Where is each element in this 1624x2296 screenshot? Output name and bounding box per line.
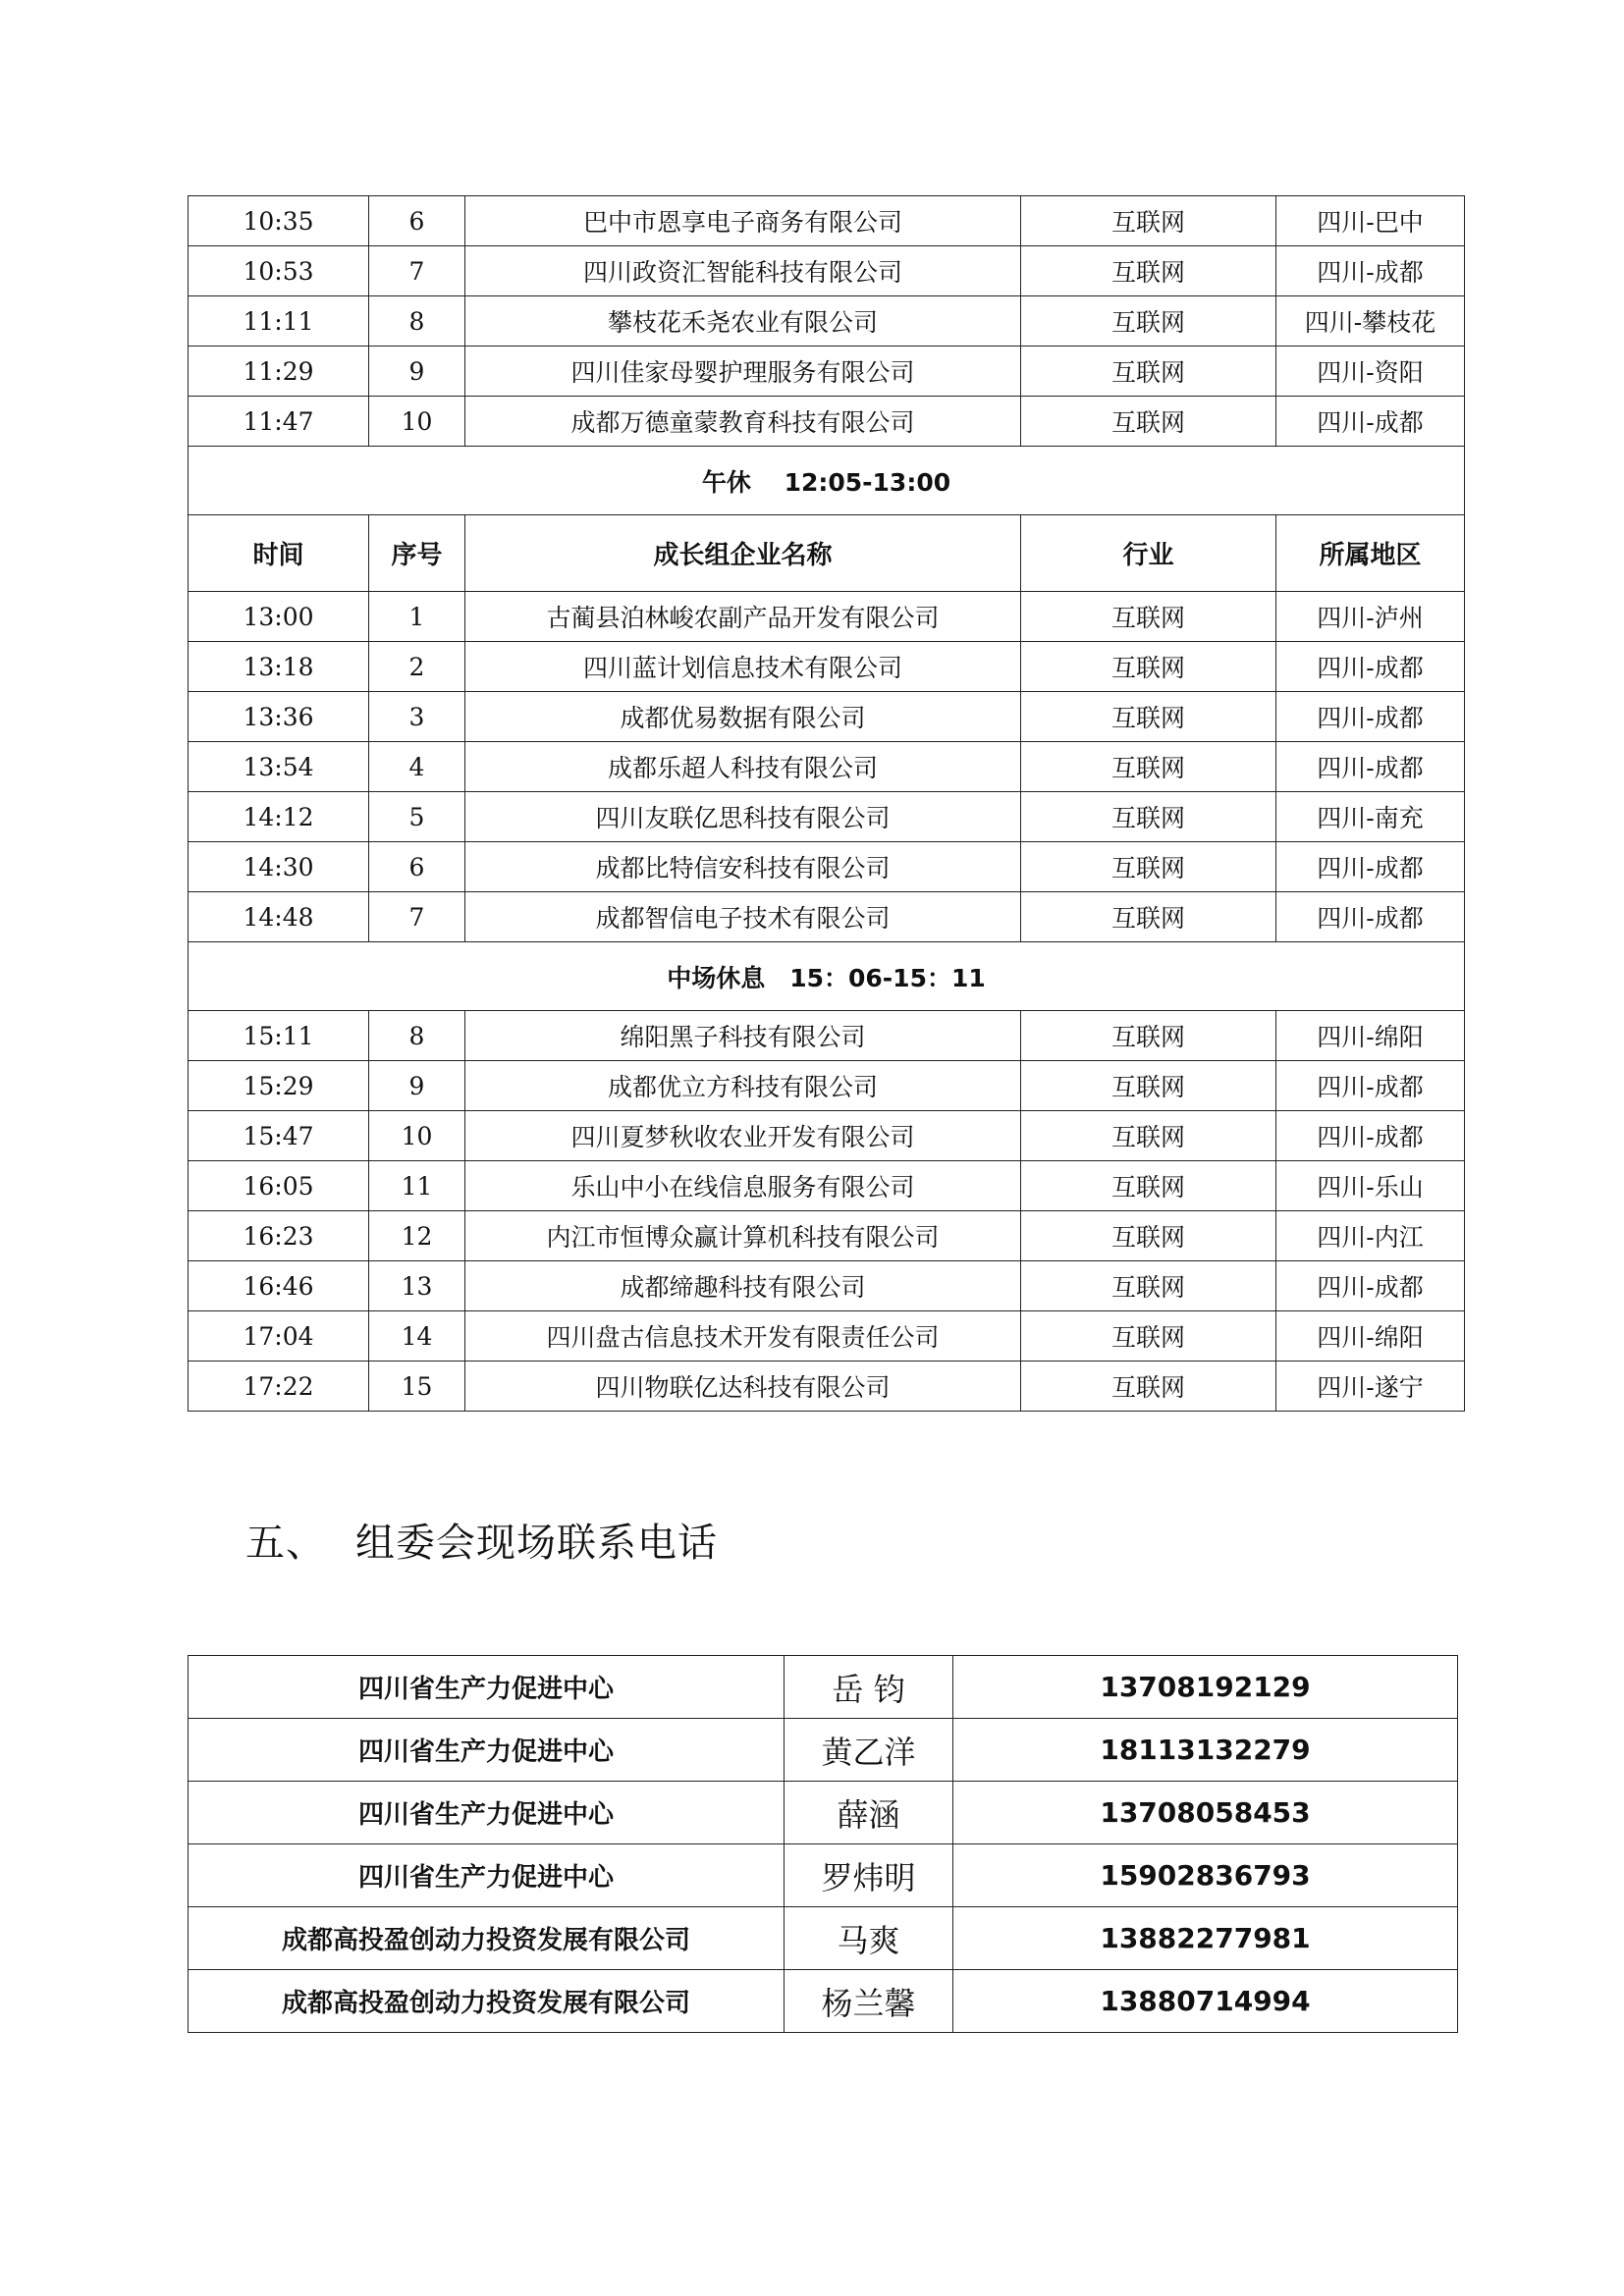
cell-industry: 互联网 [1021, 196, 1276, 246]
cell-industry: 互联网 [1021, 1211, 1276, 1261]
cell-time: 11:11 [189, 296, 369, 347]
cell-company: 绵阳黑子科技有限公司 [465, 1011, 1021, 1061]
cell-region: 四川-绵阳 [1276, 1311, 1465, 1362]
cell-no: 15 [369, 1362, 465, 1412]
cell-company: 攀枝花禾尧农业有限公司 [465, 296, 1021, 347]
cell-no: 12 [369, 1211, 465, 1261]
cell-no: 14 [369, 1311, 465, 1362]
cell-time: 15:47 [189, 1111, 369, 1161]
cell-time: 14:30 [189, 842, 369, 892]
cell-time: 17:04 [189, 1311, 369, 1362]
cell-no: 10 [369, 1111, 465, 1161]
contact-row [189, 1844, 1458, 1907]
cell-region: 四川-成都 [1276, 892, 1465, 942]
schedule-row [189, 1011, 1465, 1061]
cell-time: 15:29 [189, 1061, 369, 1111]
cell-region: 四川-成都 [1276, 397, 1465, 447]
cell-region: 四川-成都 [1276, 1111, 1465, 1161]
section-heading [245, 1512, 718, 1568]
cell-company: 成都智信电子技术有限公司 [465, 892, 1021, 942]
cell-time: 10:35 [189, 196, 369, 246]
contact-org: 四川省生产力促进中心 [189, 1844, 785, 1907]
cell-region: 四川-成都 [1276, 642, 1465, 692]
cell-industry: 互联网 [1021, 792, 1276, 842]
cell-time: 11:29 [189, 347, 369, 397]
cell-time: 16:46 [189, 1261, 369, 1311]
cell-industry: 互联网 [1021, 1011, 1276, 1061]
schedule-header-row [189, 515, 1465, 592]
cell-company: 成都缔趣科技有限公司 [465, 1261, 1021, 1311]
contact-org: 成都高投盈创动力投资发展有限公司 [189, 1907, 785, 1970]
cell-company: 成都乐超人科技有限公司 [465, 742, 1021, 792]
schedule-row [189, 246, 1465, 296]
cell-region: 四川-乐山 [1276, 1161, 1465, 1211]
schedule-row [189, 1311, 1465, 1362]
cell-company: 四川夏梦秋收农业开发有限公司 [465, 1111, 1021, 1161]
contact-phone: 13708192129 [953, 1656, 1458, 1719]
cell-company: 四川物联亿达科技有限公司 [465, 1362, 1021, 1412]
schedule-row [189, 592, 1465, 642]
mid-break-row [189, 942, 1465, 1011]
contact-row [189, 1719, 1458, 1782]
header-time: 时间 [189, 515, 369, 592]
cell-industry: 互联网 [1021, 1111, 1276, 1161]
cell-industry: 互联网 [1021, 246, 1276, 296]
contact-phone: 13882277981 [953, 1907, 1458, 1970]
schedule-row [189, 397, 1465, 447]
contact-row [189, 1782, 1458, 1844]
section-title: 组委会现场联系电话 [355, 1521, 718, 1566]
contact-person: 罗炜明 [785, 1844, 953, 1907]
cell-company: 四川盘古信息技术开发有限责任公司 [465, 1311, 1021, 1362]
cell-industry: 互联网 [1021, 1261, 1276, 1311]
schedule-row [189, 842, 1465, 892]
cell-industry: 互联网 [1021, 742, 1276, 792]
cell-no: 6 [369, 842, 465, 892]
cell-industry: 互联网 [1021, 892, 1276, 942]
cell-company: 四川蓝计划信息技术有限公司 [465, 642, 1021, 692]
cell-industry: 互联网 [1021, 842, 1276, 892]
cell-region: 四川-成都 [1276, 1061, 1465, 1111]
cell-industry: 互联网 [1021, 642, 1276, 692]
cell-time: 15:11 [189, 1011, 369, 1061]
contact-person: 马爽 [785, 1907, 953, 1970]
contact-person: 杨兰馨 [785, 1970, 953, 2033]
header-region: 所属地区 [1276, 515, 1465, 592]
cell-region: 四川-南充 [1276, 792, 1465, 842]
cell-region: 四川-绵阳 [1276, 1011, 1465, 1061]
contact-org: 四川省生产力促进中心 [189, 1656, 785, 1719]
cell-time: 14:48 [189, 892, 369, 942]
schedule-row [189, 347, 1465, 397]
cell-time: 14:12 [189, 792, 369, 842]
cell-time: 16:05 [189, 1161, 369, 1211]
contact-phone: 18113132279 [953, 1719, 1458, 1782]
cell-region: 四川-遂宁 [1276, 1362, 1465, 1412]
cell-company: 成都比特信安科技有限公司 [465, 842, 1021, 892]
cell-no: 10 [369, 397, 465, 447]
cell-no: 1 [369, 592, 465, 642]
cell-industry: 互联网 [1021, 296, 1276, 347]
cell-company: 内江市恒博众赢计算机科技有限公司 [465, 1211, 1021, 1261]
schedule-table [188, 195, 1465, 1412]
cell-region: 四川-巴中 [1276, 196, 1465, 246]
schedule-row [189, 1161, 1465, 1211]
cell-no: 11 [369, 1161, 465, 1211]
cell-no: 13 [369, 1261, 465, 1311]
lunch-break-row [189, 447, 1465, 515]
contact-org: 四川省生产力促进中心 [189, 1719, 785, 1782]
schedule-row [189, 692, 1465, 742]
cell-company: 四川政资汇智能科技有限公司 [465, 246, 1021, 296]
section-number: 五、 [245, 1521, 326, 1566]
cell-no: 8 [369, 1011, 465, 1061]
cell-no: 6 [369, 196, 465, 246]
cell-no: 9 [369, 1061, 465, 1111]
cell-region: 四川-资阳 [1276, 347, 1465, 397]
cell-company: 四川佳家母婴护理服务有限公司 [465, 347, 1021, 397]
schedule-row [189, 1261, 1465, 1311]
contact-person: 岳 钧 [785, 1656, 953, 1719]
schedule-row [189, 196, 1465, 246]
schedule-row [189, 742, 1465, 792]
cell-industry: 互联网 [1021, 1362, 1276, 1412]
cell-company: 四川友联亿思科技有限公司 [465, 792, 1021, 842]
cell-industry: 互联网 [1021, 1161, 1276, 1211]
contact-phone: 13708058453 [953, 1782, 1458, 1844]
cell-company: 成都优易数据有限公司 [465, 692, 1021, 742]
cell-industry: 互联网 [1021, 347, 1276, 397]
contact-phone: 15902836793 [953, 1844, 1458, 1907]
cell-time: 13:18 [189, 642, 369, 692]
schedule-row [189, 792, 1465, 842]
cell-region: 四川-内江 [1276, 1211, 1465, 1261]
mid-break: 中场休息 15：06-15：11 [189, 942, 1465, 1011]
cell-company: 古蔺县泊林峻农副产品开发有限公司 [465, 592, 1021, 642]
cell-region: 四川-成都 [1276, 1261, 1465, 1311]
cell-time: 13:54 [189, 742, 369, 792]
cell-time: 11:47 [189, 397, 369, 447]
cell-no: 9 [369, 347, 465, 397]
cell-industry: 互联网 [1021, 1311, 1276, 1362]
contact-phone: 13880714994 [953, 1970, 1458, 2033]
cell-industry: 互联网 [1021, 592, 1276, 642]
schedule-row [189, 296, 1465, 347]
header-no: 序号 [369, 515, 465, 592]
schedule-row [189, 1362, 1465, 1412]
cell-industry: 互联网 [1021, 692, 1276, 742]
header-industry: 行业 [1021, 515, 1276, 592]
schedule-row [189, 1061, 1465, 1111]
contact-org: 四川省生产力促进中心 [189, 1782, 785, 1844]
cell-no: 3 [369, 692, 465, 742]
cell-time: 13:36 [189, 692, 369, 742]
cell-company: 乐山中小在线信息服务有限公司 [465, 1161, 1021, 1211]
schedule-row [189, 642, 1465, 692]
contact-person: 黄乙洋 [785, 1719, 953, 1782]
cell-industry: 互联网 [1021, 1061, 1276, 1111]
cell-region: 四川-攀枝花 [1276, 296, 1465, 347]
cell-company: 成都优立方科技有限公司 [465, 1061, 1021, 1111]
lunch-break: 午休 12:05-13:00 [189, 447, 1465, 515]
schedule-row [189, 1111, 1465, 1161]
cell-company: 巴中市恩享电子商务有限公司 [465, 196, 1021, 246]
contacts-body [189, 1656, 1458, 2033]
header-company: 成长组企业名称 [465, 515, 1021, 592]
schedule-row [189, 1211, 1465, 1261]
cell-no: 5 [369, 792, 465, 842]
cell-no: 2 [369, 642, 465, 692]
schedule-row [189, 892, 1465, 942]
contact-row [189, 1970, 1458, 2033]
contact-row [189, 1656, 1458, 1719]
cell-company: 成都万德童蒙教育科技有限公司 [465, 397, 1021, 447]
cell-region: 四川-成都 [1276, 246, 1465, 296]
cell-no: 8 [369, 296, 465, 347]
cell-time: 16:23 [189, 1211, 369, 1261]
contact-org: 成都高投盈创动力投资发展有限公司 [189, 1970, 785, 2033]
contacts-table [188, 1655, 1458, 2033]
cell-time: 17:22 [189, 1362, 369, 1412]
cell-no: 7 [369, 892, 465, 942]
cell-time: 10:53 [189, 246, 369, 296]
cell-region: 四川-成都 [1276, 692, 1465, 742]
cell-region: 四川-成都 [1276, 742, 1465, 792]
cell-no: 4 [369, 742, 465, 792]
cell-industry: 互联网 [1021, 397, 1276, 447]
schedule-body [189, 196, 1465, 1412]
contact-row [189, 1907, 1458, 1970]
contact-person: 薛涵 [785, 1782, 953, 1844]
cell-region: 四川-泸州 [1276, 592, 1465, 642]
cell-no: 7 [369, 246, 465, 296]
cell-time: 13:00 [189, 592, 369, 642]
cell-region: 四川-成都 [1276, 842, 1465, 892]
